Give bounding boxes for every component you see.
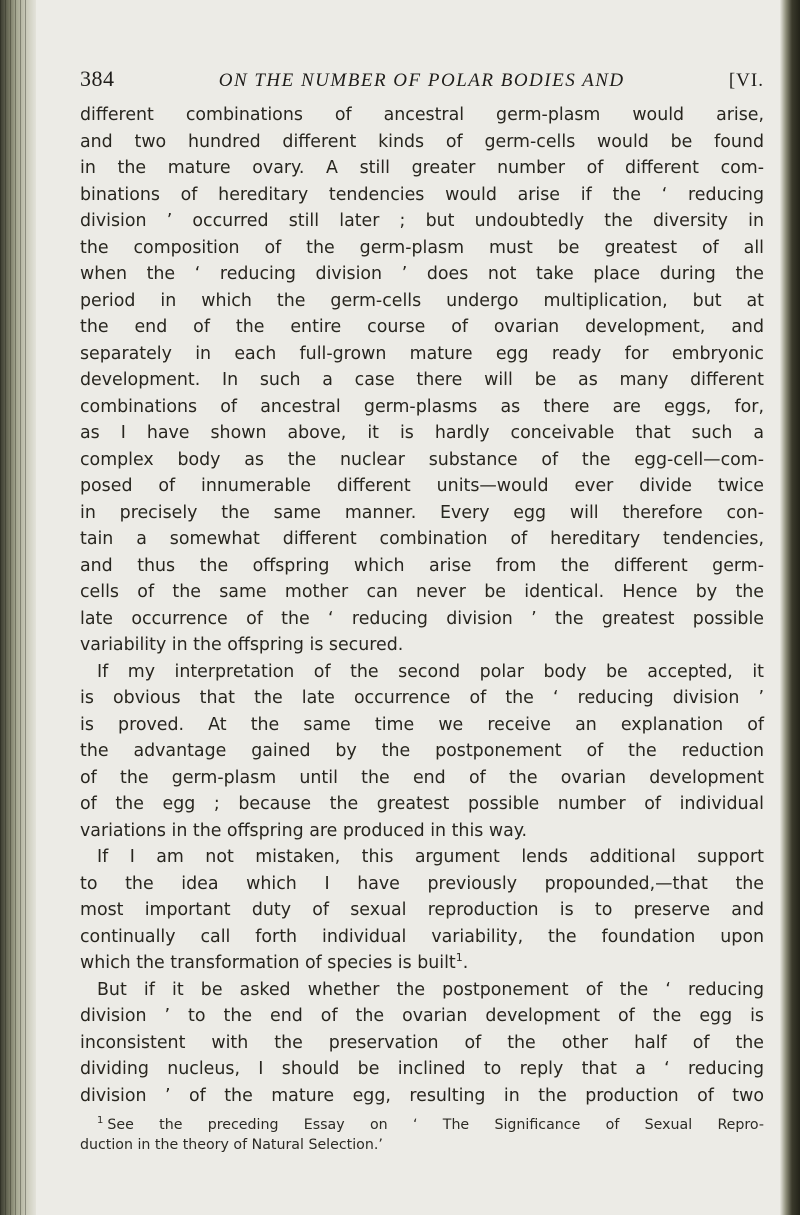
text-line: the end of the entire course of ovarian development, and: [80, 317, 764, 337]
text-line: But if it be asked whether the postponement of the ‘ reducing: [97, 979, 764, 1000]
text-line: tain a somewhat different combination of hereditary tendencies,: [80, 529, 764, 549]
text-fragment: which the transformation of species is built: [80, 953, 456, 973]
text-line: continually call forth individual variability, the foundation upon: [80, 926, 764, 947]
running-title: ON THE NUMBER OF POLAR BODIES AND: [218, 70, 625, 91]
text-line: division ’ occurred still later ; but undoubtedly the diversity in: [80, 211, 764, 231]
paragraph-1: [80, 102, 764, 659]
text-line: the advantage gained by the postponement of the reduction: [80, 741, 764, 761]
text-line: inconsistent with the preservation of the other half of the: [80, 1032, 764, 1053]
page-number: 384: [80, 66, 115, 91]
paragraph-2: [80, 659, 764, 845]
text-line: of the germ-plasm until the end of the ovarian development: [80, 767, 764, 788]
text-line: binations of hereditary tendencies would arise if the ‘ reducing: [80, 184, 764, 205]
text-line: development. In such a case there will be as many different: [80, 370, 764, 390]
text-line: division ’ to the end of the ovarian development of the egg is: [80, 1006, 764, 1026]
running-head: [80, 66, 764, 92]
text-fragment: .: [462, 953, 469, 973]
paragraph-3: [80, 844, 764, 977]
text-line: [80, 950, 764, 977]
text-line: cells of the same mother can never be identical. Hence by the: [80, 582, 764, 602]
text-line: is obvious that the late occurrence of the ‘ reducing division ’: [80, 688, 764, 708]
footnote-line: duction in the theory of Natural Selection.’: [80, 1137, 383, 1153]
page-right-edge: [780, 0, 800, 1215]
text-line: dividing nucleus, I should be inclined to reply that a ‘ reducing: [80, 1059, 764, 1079]
footnote-line: [80, 1115, 764, 1135]
text-line: late occurrence of the ‘ reducing division ’ the greatest possible: [80, 608, 764, 629]
text-line: most important duty of sexual reproduction is to preserve and: [80, 900, 764, 920]
text-line: and two hundred different kinds of germ-cells would be found: [80, 131, 764, 152]
body-text: [80, 102, 764, 1109]
footnote-text: See the preceding Essay on ‘ The Significance of Sexual Repro-: [107, 1117, 764, 1133]
text-line: the composition of the germ-plasm must be greatest of all: [80, 237, 764, 258]
paragraph-4: [80, 977, 764, 1110]
footnote-reference[interactable]: 1: [455, 951, 463, 965]
text-line: posed of innumerable different units—would ever divide twice: [80, 476, 764, 496]
text-line: in precisely the same manner. Every egg will therefore con-: [80, 502, 764, 523]
text-line: variations in the offspring are produced in this way.: [80, 820, 528, 841]
text-line: separately in each full-grown mature egg ready for embryonic: [80, 343, 764, 364]
footnote: [80, 1115, 764, 1155]
text-line: when the ‘ reducing division ’ does not take place during the: [80, 264, 764, 284]
text-line: different combinations of ancestral germ-plasm would arise,: [80, 105, 764, 125]
text-line: as I have shown above, it is hardly conceivable that such a: [80, 423, 764, 443]
text-line: If I am not mistaken, this argument lends additional support: [97, 847, 764, 867]
text-line: combinations of ancestral germ-plasms as there are eggs, for,: [80, 396, 764, 417]
chapter-marker: [VI.: [728, 70, 764, 91]
footnote-mark: 1: [97, 1115, 104, 1127]
text-line: in the mature ovary. A still greater number of different com-: [80, 158, 764, 178]
text-line: of the egg ; because the greatest possible number of individual: [80, 794, 764, 814]
text-line: period in which the germ-cells undergo multiplication, but at: [80, 290, 764, 311]
text-line: variability in the offspring is secured.: [80, 635, 404, 655]
text-line: If my interpretation of the second polar body be accepted, it: [97, 661, 764, 682]
text-line: to the idea which I have previously propounded,—that the: [80, 873, 764, 894]
text-line: is proved. At the same time we receive an explanation of: [80, 714, 764, 735]
binding-gutter: [0, 0, 36, 1215]
gutter-texture: [0, 0, 30, 1215]
text-line: complex body as the nuclear substance of the egg-cell—com-: [80, 449, 764, 470]
text-line: and thus the offspring which arise from the different germ-: [80, 555, 764, 576]
page-content: [80, 66, 764, 1155]
text-line: division ’ of the mature egg, resulting in the production of two: [80, 1085, 764, 1106]
